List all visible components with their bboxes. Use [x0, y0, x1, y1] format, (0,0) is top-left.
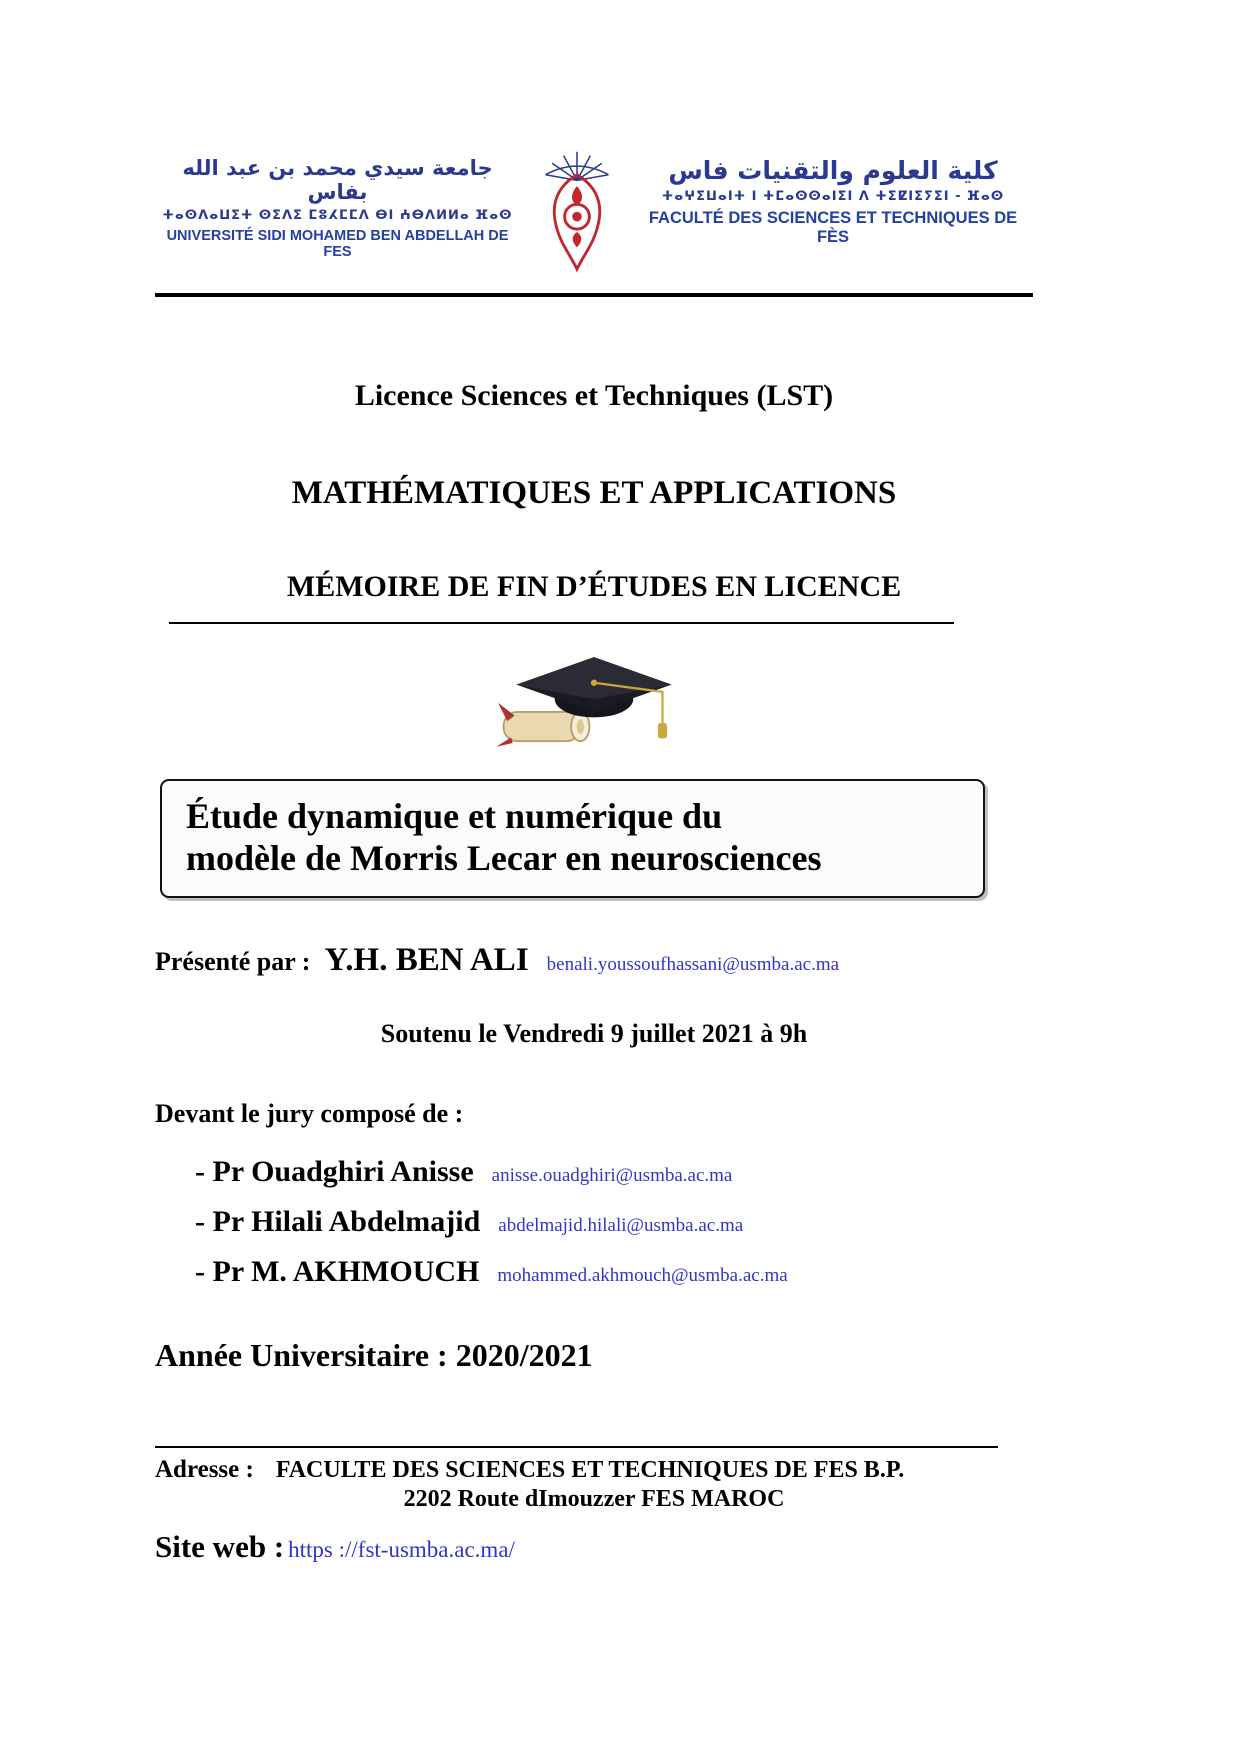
footer-rule: [155, 1446, 998, 1449]
website-url-link[interactable]: https ://fst-usmba.ac.ma/: [288, 1537, 515, 1563]
university-name-arabic: جامعة سيدي محمد بن عبد الله بفاس: [182, 156, 493, 204]
academic-year-line: Année Universitaire : 2020/2021: [155, 1336, 593, 1373]
institution-header: [155, 156, 1033, 277]
thesis-title-box: [160, 779, 985, 898]
program-title: Licence Sciences et Techniques (LST): [354, 379, 834, 412]
speciality-title: MATHÉMATIQUES ET APPLICATIONS: [291, 475, 897, 511]
presented-by-label: Présenté par :: [155, 946, 311, 976]
jury-member-email-link[interactable]: anisse.ouadghiri@usmba.ac.ma: [491, 1164, 733, 1186]
jury-member-name: - Pr M. AKHMOUCH: [195, 1254, 480, 1288]
address-label: Adresse :: [155, 1456, 254, 1484]
jury-member-row: [195, 1255, 1033, 1289]
presented-by-line: [155, 942, 1033, 979]
university-logo-block: [155, 156, 520, 260]
thesis-title-line1: Étude dynamique et numérique du: [186, 796, 723, 836]
university-name-tifinagh: ⵜⴰⵙⴷⴰⵡⵉⵜ ⵙⵉⴷⵉ ⵎⵓⵃⵎⵎⴷ ⴱⵏ ⵄⴱⴷⵍⵍⴰ ⴼⴰⵙ: [162, 208, 513, 223]
jury-member-row: [195, 1205, 1033, 1239]
university-name-french: UNIVERSITÉ SIDI MOHAMED BEN ABDELLAH DE FES: [166, 228, 509, 260]
website-line: [155, 1529, 1033, 1565]
faculty-name-french: FACULTÉ DES SCIENCES ET TECHNIQUES DE FÈS: [648, 209, 1018, 246]
website-label: Site web :: [155, 1529, 285, 1565]
graduation-cap-icon: [155, 646, 1033, 761]
address-line: [155, 1456, 1033, 1484]
jury-member-row: [195, 1155, 1033, 1189]
header-rule: [155, 293, 1033, 297]
jury-member-name: - Pr Hilali Abdelmajid: [195, 1204, 481, 1238]
subtitle-rule: [169, 622, 954, 624]
jury-heading: Devant le jury composé de :: [155, 1098, 464, 1128]
university-emblem-icon: [532, 148, 622, 277]
thesis-title-line2: modèle de Morris Lecar en neurosciences: [186, 838, 822, 879]
faculty-name-tifinagh: ⵜⴰⵖⵉⵡⴰⵏⵜ ⵏ ⵜⵎⴰⵙⵙⴰⵏⵉⵏ ⴷ ⵜⵉⵇⵏⵉⵢⵉⵏ - ⴼⴰⵙ: [661, 189, 1005, 204]
document-type-title: MÉMOIRE DE FIN D’ÉTUDES EN LICENCE: [286, 570, 902, 603]
jury-list: [155, 1155, 1033, 1289]
faculty-logo-block: [633, 156, 1033, 247]
author-email-link[interactable]: benali.youssoufhassani@usmba.ac.ma: [546, 953, 840, 975]
address-text: FACULTE DES SCIENCES ET TECHNIQUES DE FES B.P.: [275, 1457, 905, 1484]
faculty-name-arabic: كلية العلوم والتقنيات فاس: [668, 156, 998, 185]
author-name: Y.H. BEN ALI: [324, 941, 529, 978]
jury-member-name: - Pr Ouadghiri Anisse: [195, 1154, 474, 1188]
defense-date-line: Soutenu le Vendredi 9 juillet 2021 à 9h: [380, 1018, 808, 1048]
jury-member-email-link[interactable]: mohammed.akhmouch@usmba.ac.ma: [497, 1264, 788, 1286]
address-line2: 2202 Route dImouzzer FES MAROC: [403, 1486, 785, 1513]
jury-member-email-link[interactable]: abdelmajid.hilali@usmba.ac.ma: [498, 1214, 744, 1236]
